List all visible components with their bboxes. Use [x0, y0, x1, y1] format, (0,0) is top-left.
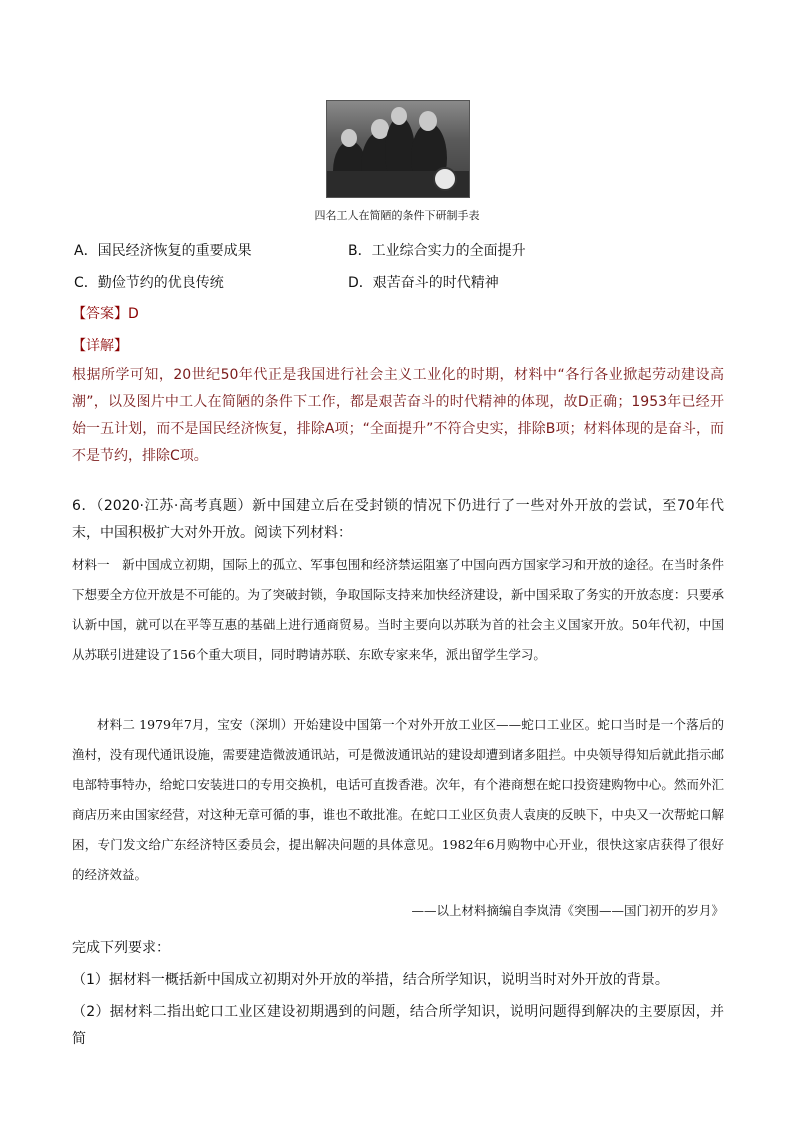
option-a: A．国民经济恢复的重要成果 [74, 243, 252, 259]
worker-face [419, 111, 437, 131]
answer-label: 【答案】D [72, 306, 139, 322]
requirement-2: （2）据材料二指出蛇口工业区建设初期遇到的问题，结合所学知识，说明问题得到解决的主要原因，并简 [72, 1004, 724, 1047]
material-one: 材料一 新中国成立初期，国际上的孤立、军事包围和经济禁运阻塞了中国向西方国家学习和开放的途径。在当时条件下想要全方位开放是不可能的。为了突破封锁，争取国际支持来加快经济建设，新中国采取了务实的开放态度：只要承认新中国，就可以在平等互惠的基础上进行通商贸易。当时主要向以苏联为首的社会主义国家开放。50年代初，中国从苏联引进建设了156个重大项目，同时聘请苏联、东欧专家来华，派出留学生学习。 [72, 557, 724, 662]
material-two: 材料二 1979年7月，宝安（深圳）开始建设中国第一个对外开放工业区——蛇口工业区。蛇口当时是一个落后的渔村，没有现代通讯设施，需要建造微波通讯站，可是微波通讯站的建设却遭到诸多阻拦。中央领导得知后就此指示邮电部特事特办，给蛇口安装进口的专用交换机，电话可直拨香港。次年，有个港商想在蛇口投资建购物中心。然而外汇商店历来由国家经营，对这种无章可循的事，谁也不敢批准。在蛇口工业区负责人袁庚的反映下，中央又一次帮蛇口解困，专门发文给广东经济特区委员会，提出解决问题的具体意见。1982年6月购物中心开业，很快这家店获得了很好的经济效益。 [72, 717, 724, 882]
material-source: ——以上材料摘编自李岚清《突围——国门初开的岁月》 [411, 903, 724, 918]
option-c: C．勤俭节约的优良传统 [74, 275, 224, 291]
figure-caption: 四名工人在简陋的条件下研制手表 [314, 209, 480, 222]
worker-face [341, 129, 357, 147]
explanation-text: 根据所学可知，20世纪50年代正是我国进行社会主义工业化的时期，材料中“各行各业掀起劳动建设高潮”，以及图片中工人在简陋的条件下工作，都是艰苦奋斗的时代精神的体现，故D正确；1953年已经开始一五计划，而不是国民经济恢复，排除A项；“全面提升”不符合史实，排除B项；材料体现的是奋斗，而不是节约，排除C项。 [72, 367, 724, 464]
clock-icon [433, 167, 457, 191]
question-6-stem: 6．（2020·江苏·高考真题）新中国建立后在受封锁的情况下仍进行了一些对外开放的尝试，至70年代末，中国积极扩大对外开放。阅读下列材料： [72, 498, 724, 541]
workers-photo [326, 100, 470, 198]
requirement-1: （1）据材料一概括新中国成立初期对外开放的举措，结合所学知识，说明当时对外开放的背景。 [72, 972, 669, 988]
requirements-intro: 完成下列要求： [72, 940, 170, 956]
option-b: B．工业综合实力的全面提升 [348, 243, 526, 259]
option-d: D．艰苦奋斗的时代精神 [348, 275, 499, 291]
detail-label: 【详解】 [72, 338, 128, 354]
worker-face [391, 107, 407, 125]
